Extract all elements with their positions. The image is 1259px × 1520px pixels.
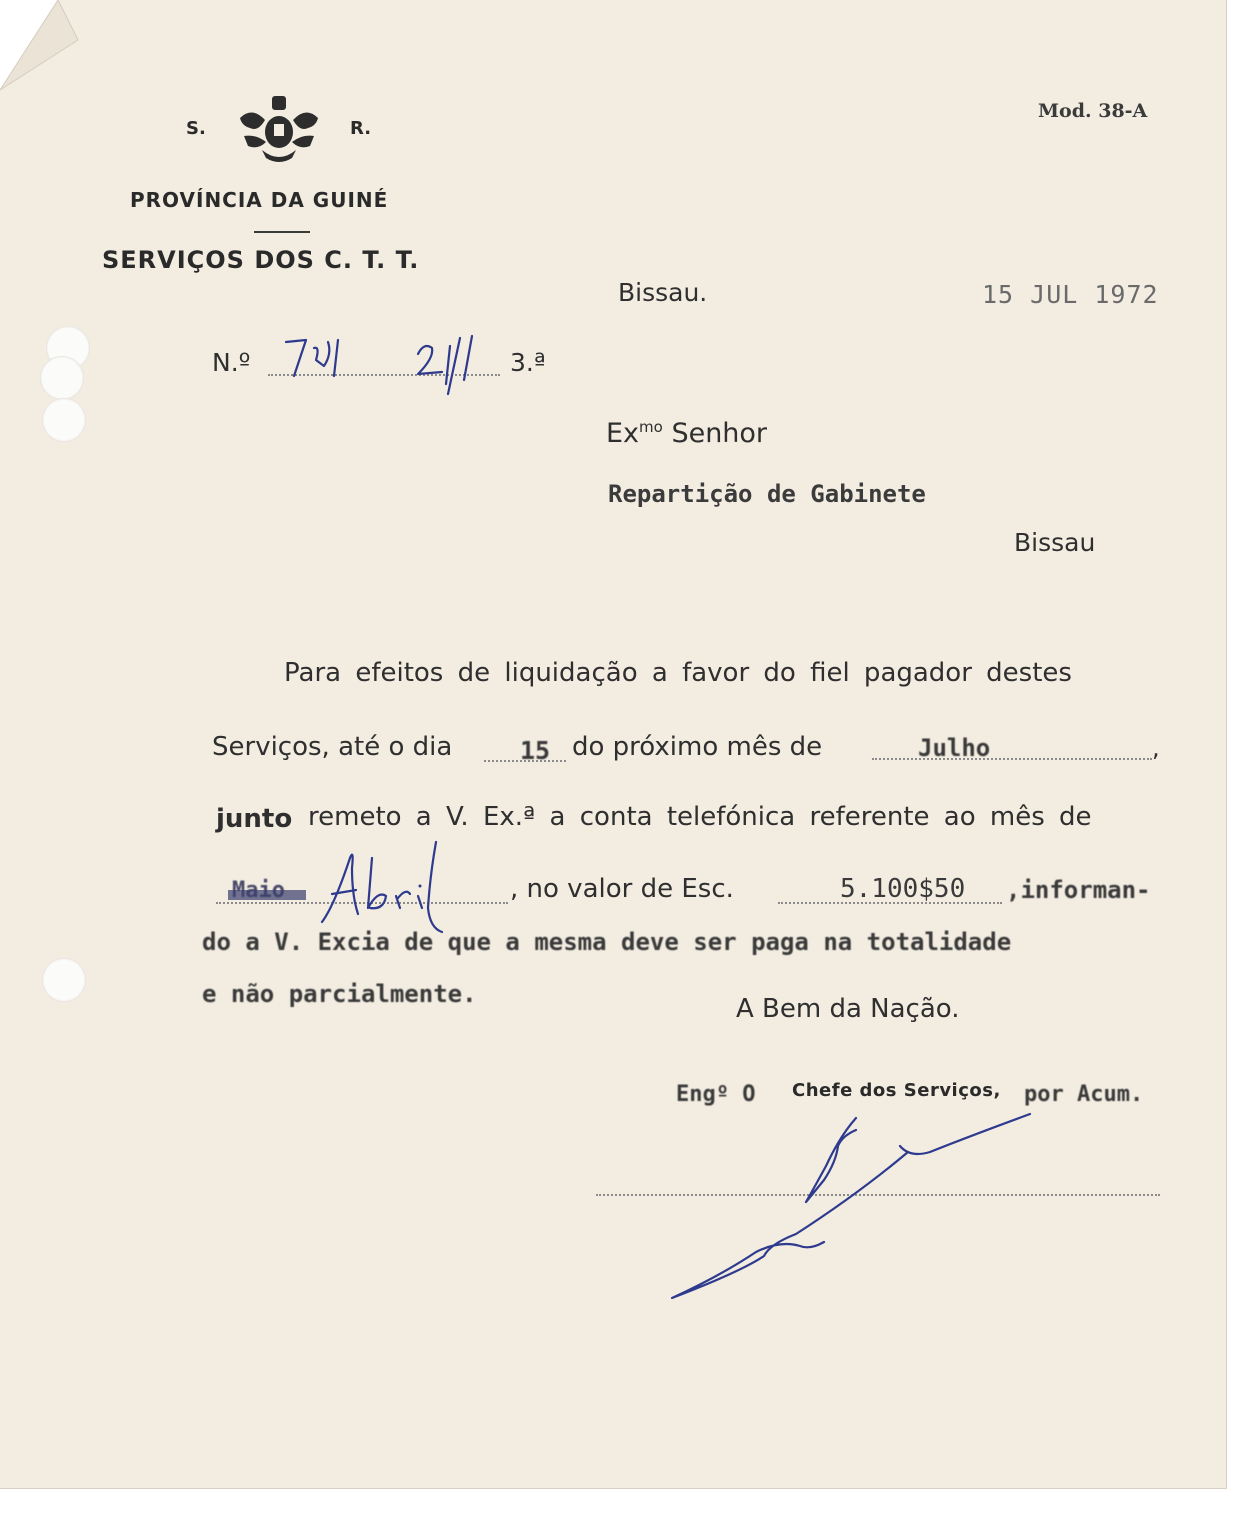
body-line-3: remeto a V. Ex.ª a conta telefónica referente ao mês de [308,802,1092,832]
reference-prefix: N.º [212,348,251,377]
reference-section: 3.ª [510,348,546,377]
body-line-2-end: , [1152,734,1160,762]
header-province: PROVÍNCIA DA GUINÉ [130,188,389,212]
date-stamp: 15 JUL 1972 [982,280,1159,309]
signatory-title: Chefe dos Serviços, [792,1080,1001,1101]
addressee-salutation [606,418,767,449]
due-month: Julho [918,734,991,762]
body-line-2-mid: do próximo mês de [572,732,823,762]
body-line-2-start: Serviços, até o dia [212,732,453,762]
typed-continuation-3: e não parcialmente. [202,980,477,1008]
closing-motto: A Bem da Nação. [736,994,960,1024]
salutation-abbrev: Ex [606,418,640,449]
folded-corner [0,0,120,120]
addressee-city: Bissau [1014,528,1096,557]
coat-of-arms-emblem [232,92,326,166]
header-service: SERVIÇOS DOS C. T. T. [102,246,420,274]
header-right-initial: R. [350,118,372,139]
month-strike [228,890,306,900]
salutation-superscript: mo [639,418,663,436]
body-line-3-start: junto [216,804,293,834]
due-day: 15 [520,736,551,765]
reference-handwriting [272,324,512,396]
place-name: Bissau. [618,278,708,307]
handwritten-signature [660,1106,1050,1306]
punch-hole-3 [42,398,86,442]
addressee-department: Repartição de Gabinete [608,480,926,508]
typed-continuation-1: ,informan- [1006,876,1151,904]
amount-value: 5.100$50 [840,874,966,904]
signatory-suffix: por Acum. [1024,1082,1144,1107]
month-handwriting [312,836,472,936]
body-line-4: , no valor de Esc. [510,874,734,904]
signatory-prefix: Engº O [676,1082,756,1107]
body-line-1: Para efeitos de liquidação a favor do fiel pagador destes [284,658,1072,688]
typed-continuation-2: do a V. Excia de que a mesma deve ser paga na totalidade [202,928,1012,956]
model-code: Mod. 38-A [1038,100,1148,122]
month-dotted-line [872,758,1152,760]
salutation-word: Senhor [671,418,768,449]
header-left-initial: S. [186,118,206,139]
punch-hole-2 [40,356,84,400]
punch-hole-4 [42,958,86,1002]
header-divider [254,231,310,233]
